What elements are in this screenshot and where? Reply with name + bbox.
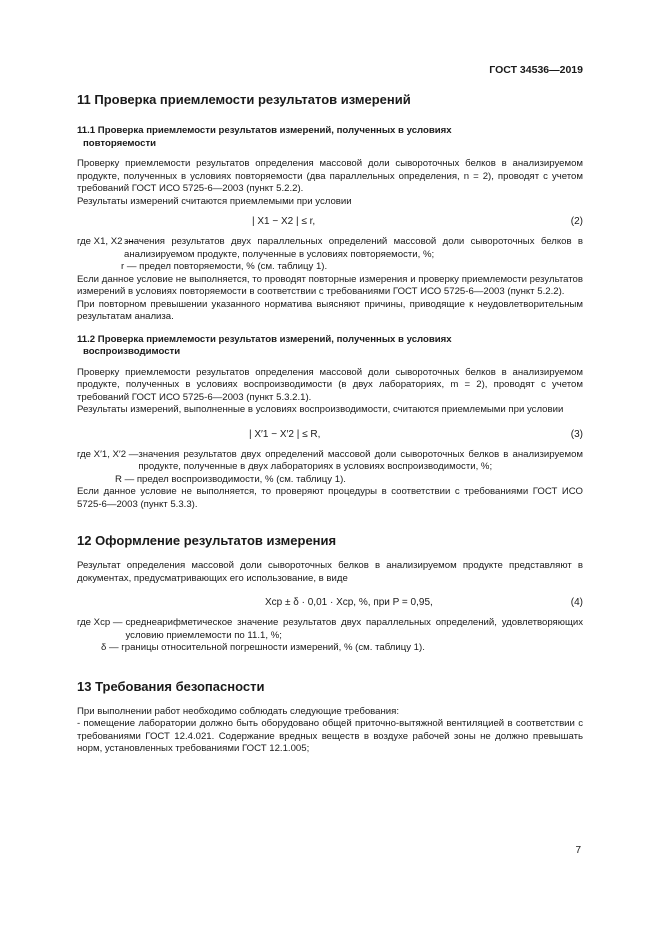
formula-number: (4) [570, 597, 583, 608]
paragraph: Если данное условие не выполняется, то проверяют процедуры в соответствии с требованиями ГОСТ ИСО 5725-6—2003 (пункт 5.3.3). [77, 486, 583, 510]
paragraph: При выполнении работ необходимо соблюдать следующие требования: [77, 705, 400, 717]
section-12-title: 12 Оформление результатов измерения [77, 533, 337, 548]
formula-body: | X1 − X2 | ≤ r, [252, 216, 316, 227]
paragraph: При повторном превышении указанного норматива выясняют причины, приводящие к неудовлетворительным результатам анализа. [77, 298, 583, 322]
section-13-title: 13 Требования безопасности [77, 678, 265, 694]
paragraph: Проверку приемлемости результатов определения массовой доли сывороточных белков в анализируемом продукте, полученных в условиях повторяемости (два параллельных определения, n = 2), проводят с учетом требований ГОСТ ИСО 5725-6—2003 (пункт 5.2.2). [77, 158, 583, 194]
page-number: 7 [575, 845, 581, 856]
paragraph: Результаты измерений считаются приемлемыми при условии [77, 195, 352, 207]
legend-delta: δ — границы относительной погрешности измерений, % (см. таблицу 1). [101, 642, 425, 653]
page-content [77, 92, 583, 756]
paragraph: Результаты измерений, выполненные в условиях воспроизводимости, считаются приемлемыми при условии [77, 404, 564, 415]
formula-3 [77, 417, 583, 449]
paragraph: Результат определения массовой доли сывороточных белков в анализируемом продукте представляют в документах, предусматривающих его использование, в виде [77, 560, 583, 584]
formula-number: (2) [570, 216, 583, 227]
standard-header: ГОСТ 34536—2019 [489, 64, 583, 76]
section-11-2-title: 11.2 Проверка приемлемости результатов измерений, полученных в условиях воспроизводимости [77, 333, 452, 357]
formula-2 [77, 208, 583, 236]
formula-legend: где Xср — среднеарифметическое значение результатов двух параллельных определений, удовлетворяющих условию приемлемости по 11.1, %; [77, 617, 583, 641]
formula-number: (3) [570, 428, 583, 440]
formula-body: Xср ± δ · 0,01 · Xср, %, при P = 0,95, [265, 597, 433, 608]
formula-4 [77, 585, 583, 617]
legend-r: r — предел повторяемости, % (см. таблицу 1). [121, 261, 328, 272]
section-11-1-title: 11.1 Проверка приемлемости результатов измерений, полученных в условиях повторяемости [77, 125, 452, 149]
legend-r: R — предел воспроизводимости, % (см. таблицу 1). [115, 473, 346, 485]
paragraph: Проверку приемлемости результатов определения массовой доли сывороточных белков в анализируемом продукте, полученных в условиях воспроизводимости (в двух лабораториях, m = 2), проводят с учетом требований ГОСТ ИСО 5725-6—2003 (пункт 5.3.2.1). [77, 366, 583, 403]
formula-body: | X′1 − X′2 | ≤ R, [249, 428, 321, 440]
paragraph: - помещение лаборатории должно быть оборудовано общей приточно-вытяжной вентиляцией в соответствии с требованиями ГОСТ 12.4.021. Содержание вредных веществ в воздухе рабочей зоны не должно превышать норм, установленных требованиями ГОСТ 12.1.005; [77, 718, 583, 754]
paragraph: Если данное условие не выполняется, то проводят повторные измерения и проверку приемлемости результатов измерений в условиях повторяемости в соответствии с требованиями ГОСТ ИСО 5725-6—2003 (пункт 5.2.2). [77, 273, 583, 297]
formula-legend: где X′1, X′2 — значения результатов двух определений массовой доли сывороточных белков в анализируемом продукте, полученные в двух лабораториях в условиях воспроизводимости, %; [77, 448, 583, 472]
formula-legend: где X1, X2 — значения результатов двух параллельных определений массовой доли сывороточных белков в анализируемом продукте, полученные в условиях повторяемости, %; [77, 236, 583, 260]
section-11-title: 11 Проверка приемлемости результатов измерений [77, 92, 411, 107]
